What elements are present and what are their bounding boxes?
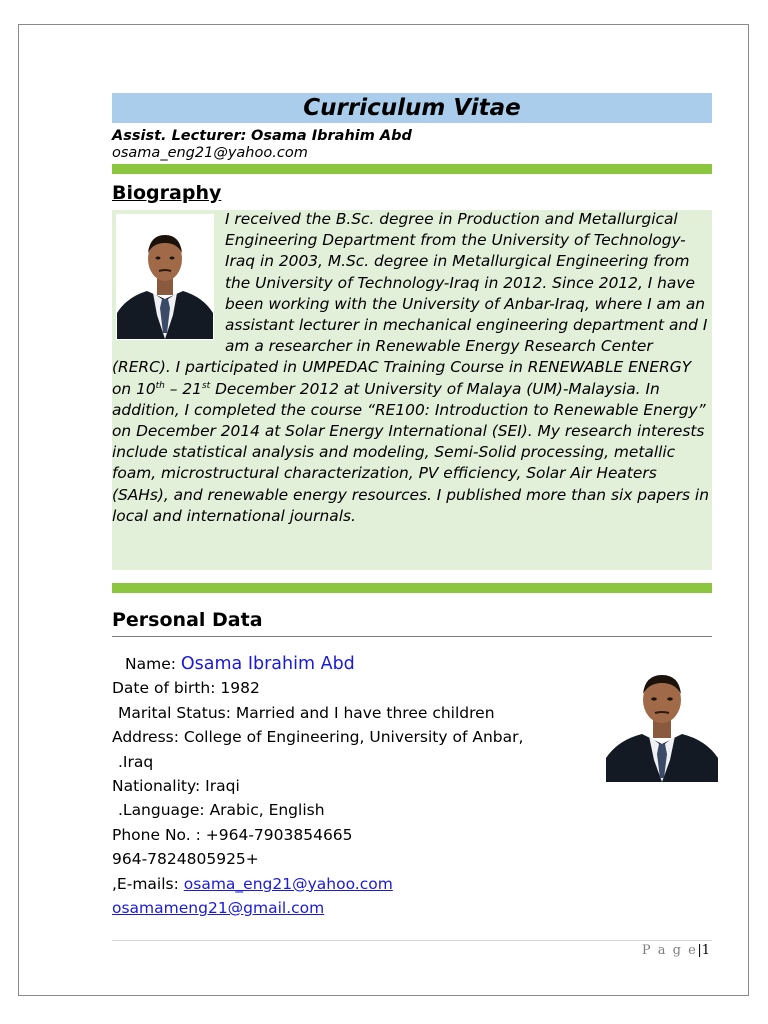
address-row-2: .Iraq: [118, 752, 154, 771]
dob-row: Date of birth: 1982: [112, 679, 260, 698]
emails-row-2: [112, 896, 582, 920]
page-number: 1: [701, 943, 710, 958]
personal-data-list: [112, 652, 582, 920]
page-title: [112, 93, 712, 123]
phone-row: Phone No. : +964-7903854665: [112, 825, 353, 844]
personal-portrait-photo: [606, 660, 718, 782]
email-link-yahoo[interactable]: osama_eng21@yahoo.com: [183, 874, 393, 893]
phone-row-2: 964-7824805925+: [112, 850, 259, 869]
divider-green-top: [112, 164, 712, 174]
divider-green-bottom: [112, 583, 712, 593]
author-name: Osama Ibrahim Abd: [251, 128, 412, 144]
language-row: .Language: Arabic, English: [118, 801, 325, 820]
personal-data-rule: [112, 636, 712, 637]
name-value: Osama Ibrahim Abd: [180, 654, 355, 674]
email-link-gmail[interactable]: osamameng21@gmail.com: [112, 899, 325, 918]
nationality-row: Nationality: Iraqi: [112, 777, 240, 796]
footer-rule: [112, 940, 712, 941]
page-footer: [642, 943, 710, 958]
emails-label: ,E-mails:: [112, 874, 179, 893]
name-label: Name:: [125, 655, 176, 673]
photo-spacer: [112, 209, 225, 357]
contact-role-line: [112, 128, 712, 145]
biography-text-part-2: – 21: [164, 379, 202, 398]
address-row: Address: College of Engineering, University of Anbar,: [112, 728, 524, 747]
contact-block: [112, 128, 712, 162]
contact-email: osama_eng21@yahoo.com: [112, 145, 308, 161]
marital-row: Marital Status: Married and I have three children: [118, 703, 495, 722]
role-label: Assist. Lecturer:: [112, 128, 247, 144]
biography-text-part-1: I received the B.Sc. degree in Production and Metallurgical Engineering Department from the University of Technology-Iraq in 2003, M.Sc. degree in Metallurgical Engineering from the University of Technology-Iraq in 2012. Since 2012, I have been working with the University of Anbar-Iraq, where I am an assistant lecturer in mechanical engineering department and I am a researcher in Renewable Energy Research Center (RERC). I participated in UMPEDAC Training Course in RENEWABLE ENERGY on 10: [112, 210, 708, 398]
superscript-th: th: [155, 380, 165, 391]
page-separator: |: [697, 943, 702, 958]
superscript-st: st: [201, 380, 211, 391]
page-title-text: Curriculum Vitae: [303, 95, 521, 121]
emails-row: [112, 872, 582, 896]
biography-heading: Biography: [112, 182, 222, 204]
personal-data-heading: Personal Data: [112, 609, 263, 631]
name-row: [112, 652, 582, 676]
biography-text-part-3: December 2012 at University of Malaya (UM)-Malaysia. In addition, I completed the course “RE100: Introduction to Renewable Energy” on December 2014 at Solar Energy International (SEI). My research interests include statistical analysis and modeling, Semi-Solid processing, metallic foam, microstructural characterization, PV efficiency, Solar Air Heaters (SAHs), and renewable energy resources. I published more than six papers in local and international journals.: [112, 379, 709, 525]
biography-text: [112, 209, 712, 527]
page-label: P a g e: [641, 943, 698, 958]
